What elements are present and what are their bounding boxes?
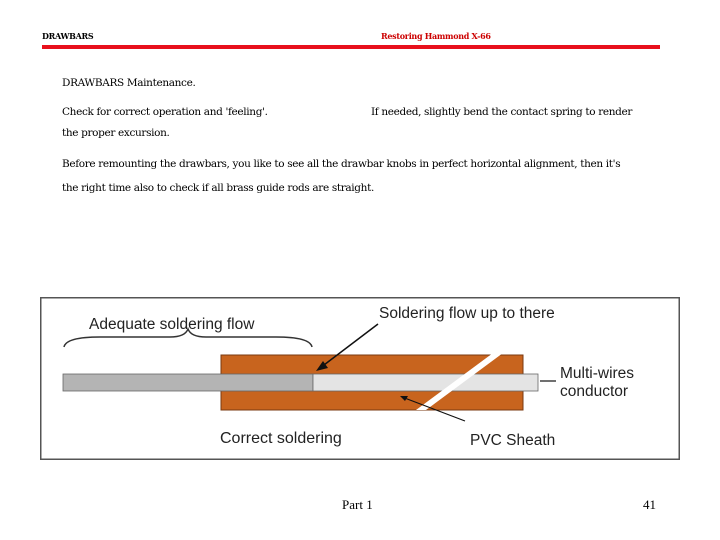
label-flow-up-to: Soldering flow up to there <box>379 305 555 322</box>
header-document-title: Restoring Hammond X-66 <box>381 31 491 41</box>
paragraph-1-line-2: the proper excursion. <box>62 127 170 139</box>
paragraph-1-line-1-right: If needed, slightly bend the contact spring to render <box>371 106 633 118</box>
label-pvc-sheath: PVC Sheath <box>470 432 556 449</box>
soldered-wire-shape <box>63 374 313 391</box>
paragraph-2-line-1: Before remounting the drawbars, you like to see all the drawbar knobs in perfect horizontal alignment, then it's <box>62 158 621 170</box>
bare-wire-shape <box>313 374 538 391</box>
paragraph-2-line-2: the right time also to check if all brass guide rods are straight. <box>62 182 374 194</box>
label-adequate-flow: Adequate soldering flow <box>89 316 255 333</box>
label-multi-wires: Multi-wires <box>560 365 635 382</box>
footer-page-number: 41 <box>643 497 656 512</box>
paragraph-1-line-1-left: Check for correct operation and 'feeling'. <box>62 106 268 118</box>
label-conductor: conductor <box>560 383 629 400</box>
header-section-title: DRAWBARS <box>42 31 94 41</box>
section-heading: DRAWBARS Maintenance. <box>62 77 196 89</box>
footer-part-label: Part 1 <box>342 497 373 512</box>
soldering-diagram <box>40 297 680 460</box>
header-rule <box>42 45 660 49</box>
label-correct-soldering: Correct soldering <box>220 430 342 447</box>
